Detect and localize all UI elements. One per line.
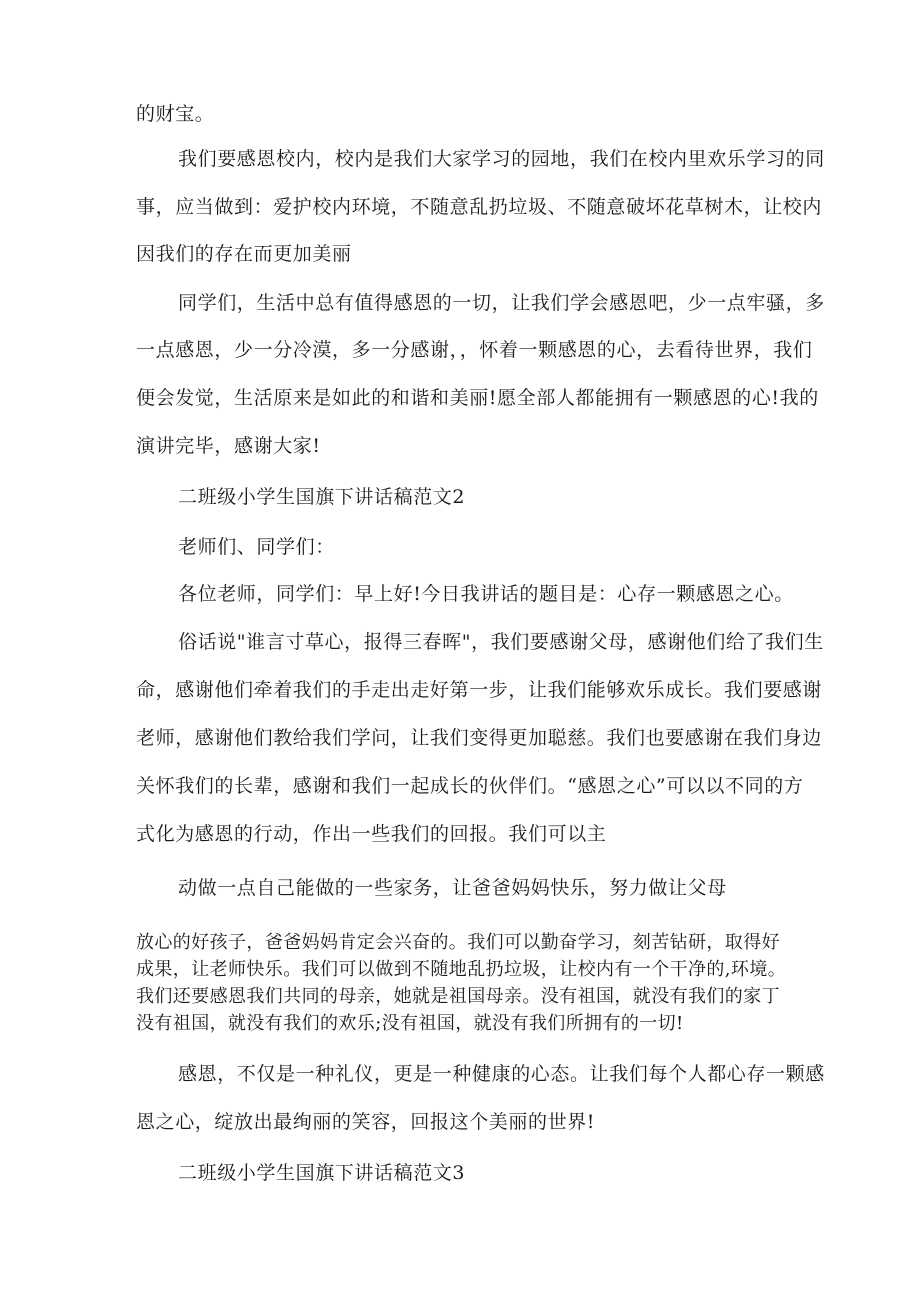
text-line: 老师，感谢他们教给我们学问，让我们变得更加聪慈。我们也要感谢在我们身边 (136, 727, 823, 749)
text-line: 放心的好孩子，爸爸妈妈肯定会兴奋的。我们可以勤奋学习，刻苦钻研，取得好 (136, 932, 780, 953)
text-line: 成果，让老师快乐。我们可以做到不随地乱扔垃圾，让校内有一个干净的,环境。 (136, 959, 787, 980)
text-line: 因我们的存在而更加美丽 (136, 243, 352, 265)
text-line: 式化为感恩的行动，作出一些我们的回报。我们可以主 (136, 823, 607, 845)
text-line: 没有祖国，就没有我们的欢乐;没有祖国，就没有我们所拥有的一切! (136, 1013, 684, 1034)
text-line: 各位老师，同学们：早上好!今日我讲话的题目是：心存一颗感恩之心。 (178, 583, 794, 605)
text-line: 我们要感恩校内，校内是我们大家学习的园地，我们在校内里欢乐学习的同 (178, 148, 825, 170)
text-line: 一点感恩，少一分冷漠，多一分感谢，，怀着一颗感恩的心，去看待世界，我们 (136, 339, 813, 361)
section-heading: 二班级小学生国旗下讲话稿范文3 (178, 1162, 466, 1184)
text-line: 动做一点自己能做的一些家务，让爸爸妈妈快乐，努力做让父母 (178, 877, 727, 899)
text-line: 命，感谢他们牵着我们的手走出走好第一步，让我们能够欢乐成长。我们要感谢 (136, 679, 823, 701)
text-line: 恩之心，绽放出最绚丽的笑容，回报这个美丽的世界! (136, 1111, 596, 1133)
text-line: 俗话说"谁言寸草心，报得三春晖"，我们要感谢父母，感谢他们给了我们生 (178, 631, 824, 653)
text-line: 事，应当做到：爱护校内环境，不随意乱扔垃圾、不随意破坏花草树木，让校内 (136, 196, 823, 218)
text-line: 感恩，不仅是一种礼仪，更是一种健康的心态。让我们每个人都心存一颗感 (178, 1063, 825, 1085)
text-line: 便会发觉，生活原来是如此的和谐和美丽!愿全部人都能拥有一颗感恩的心!我的 (136, 387, 819, 409)
text-line: 老师们、同学们： (178, 536, 335, 558)
text-line: 同学们，生活中总有值得感恩的一切，让我们学会感恩吧，少一点牢骚，多 (178, 292, 825, 314)
section-heading: 二班级小学生国旗下讲话稿范文2 (178, 486, 466, 508)
text-line: 的财宝。 (136, 103, 215, 125)
text-line: 我们还要感恩我们共同的母亲，她就是祖国母亲。没有祖国，就没有我们的家丁 (136, 986, 780, 1007)
text-line: 演讲完毕，感谢大家! (136, 435, 321, 457)
text-line: 关怀我们的长辈，感谢和我们一起成长的伙伴们。“感恩之心”可以以不同的方 (136, 775, 804, 797)
